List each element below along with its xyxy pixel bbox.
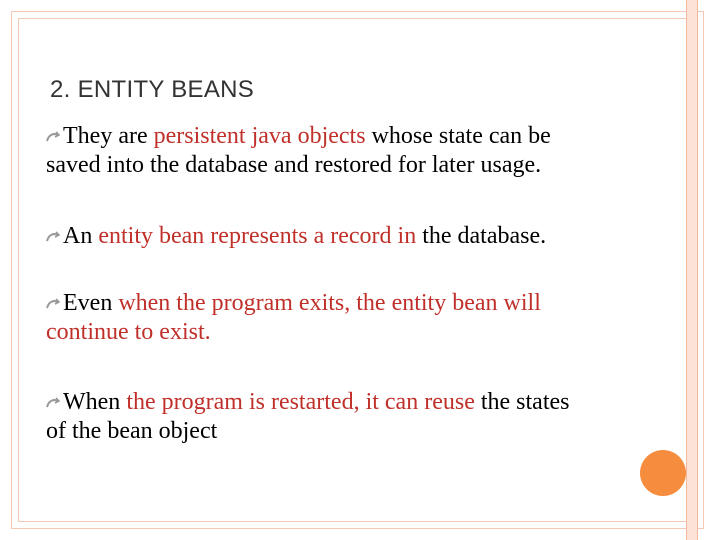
bullet-item — [46, 289, 680, 347]
orange-circle-decoration — [640, 450, 686, 496]
highlighted-text: when the program exits, — [118, 290, 351, 316]
body-text: the database. — [422, 223, 547, 249]
bullet-item — [46, 222, 680, 251]
body-text: When — [63, 389, 127, 415]
right-stripe-edge-right — [697, 0, 698, 540]
curved-arrow-bullet-icon — [46, 131, 60, 143]
curved-arrow-bullet-icon — [46, 298, 60, 310]
right-stripe-edge-left — [686, 0, 687, 540]
body-text: the states — [474, 389, 570, 415]
curved-arrow-bullet-icon — [46, 231, 60, 243]
body-text: An — [63, 223, 99, 249]
body-text: Even — [63, 290, 119, 316]
body-text: saved into the database and restored for later usage. — [46, 152, 542, 178]
highlighted-text: the program is restarted, it can reuse — [126, 389, 475, 415]
highlighted-text: the entity bean will — [350, 290, 541, 316]
highlighted-text: continue to exist. — [46, 319, 211, 345]
highlighted-text: persistent java objects — [153, 123, 366, 149]
bullet-line — [46, 388, 680, 417]
bullet-line — [46, 417, 680, 446]
body-text: They are — [63, 123, 154, 149]
curved-arrow-bullet-icon — [46, 397, 60, 409]
bullet-item — [46, 122, 680, 180]
bullet-line — [46, 122, 680, 151]
bullet-line — [46, 151, 680, 180]
bullet-line — [46, 289, 680, 318]
slide-title: 2. ENTITY BEANS — [50, 76, 255, 103]
body-text: whose state can be — [365, 123, 551, 149]
bullet-item — [46, 388, 680, 446]
bullet-line — [46, 318, 680, 347]
body-text: of the bean object — [46, 418, 218, 444]
highlighted-text: entity bean represents a record in — [98, 223, 423, 249]
bullet-line — [46, 222, 680, 251]
